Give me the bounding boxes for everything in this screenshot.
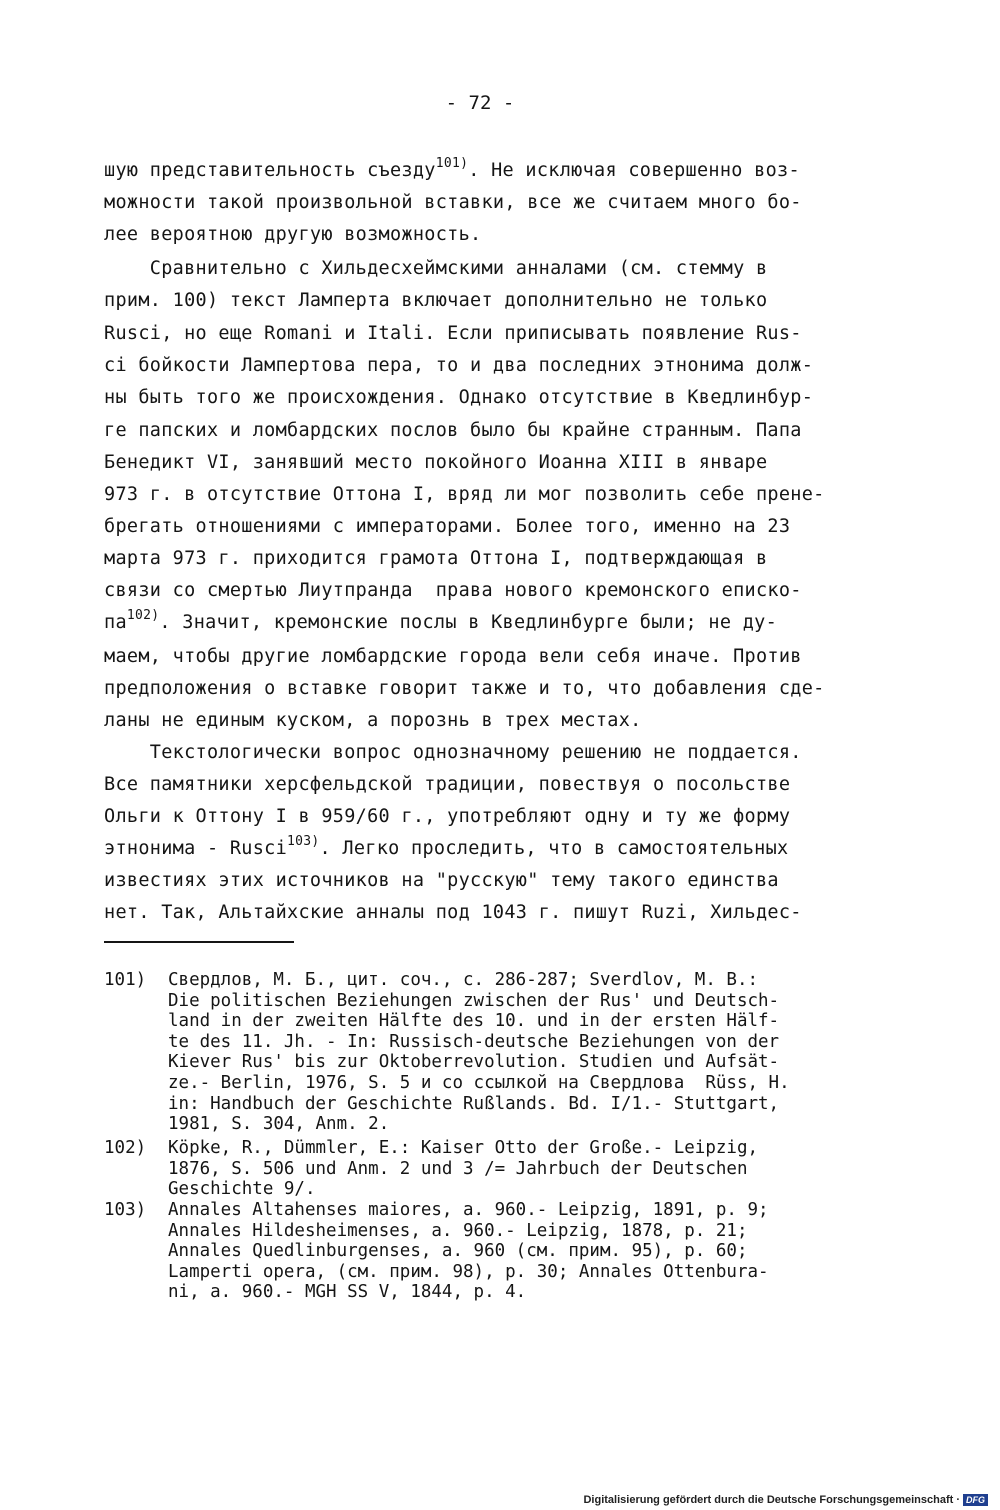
footnote-line: Свердлов, М. Б., цит. соч., с. 286-287; Sverdlov, M. B.:: [168, 970, 759, 990]
footnote-line: te des 11. Jh. - In: Russisch-deutsche Beziehungen von der: [168, 1031, 780, 1052]
footer-text: Digitalisierung gefördert durch die Deutsche Forschungsgemeinschaft ·: [583, 1494, 960, 1506]
body-line-text: этнонима - Rusci: [104, 838, 288, 859]
body-line: [104, 548, 767, 570]
body-line-text: ci бойкости Лампертова пера, то и два последних этнонима долж-: [104, 355, 814, 376]
body-line: [104, 870, 779, 892]
footnote-ref: 103): [287, 834, 320, 849]
body-line-text: Бенедикт VI, занявший место покойного Иоанна XIII в январе: [104, 452, 768, 473]
body-line-text: брегать отношениями с императорами. Более того, именно на 23: [104, 516, 791, 537]
body-line: [104, 420, 802, 442]
body-line-text: шую представительность съезду: [104, 160, 436, 181]
body-line: [104, 452, 767, 474]
footnote-line: 1981, S. 304, Anm. 2.: [168, 1114, 390, 1135]
body-line: [104, 258, 767, 280]
body-line: [104, 484, 825, 506]
body-line-text: ге папских и ломбардских послов было бы крайне странным. Папа: [104, 420, 802, 441]
body-line: [104, 355, 813, 377]
body-line: [104, 224, 481, 246]
body-line-text: ланы не единым куском, а порознь в трех местах.: [104, 710, 642, 731]
digitization-footer: [583, 1494, 988, 1506]
footnote-line: Geschichte 9/.: [168, 1179, 316, 1200]
footnote-line: land in der zweiten Hälfte des 10. und in der ersten Hälf-: [168, 1011, 780, 1032]
body-line: [104, 646, 802, 668]
page-number: - 72 -: [445, 92, 515, 114]
footnote-number: 101): [104, 970, 147, 990]
footnote-number: 102): [104, 1138, 147, 1158]
body-line-text: Ольги к Оттону I в 959/60 г., употребляют одну и ту же форму: [104, 806, 791, 827]
body-line: [104, 580, 802, 602]
body-line-text: маем, чтобы другие ломбардские города вели себя иначе. Против: [104, 646, 802, 667]
footnote-line: Kiever Rus' bis zur Oktoberrevolution. Studien und Aufsät-: [168, 1052, 780, 1073]
body-line: [104, 806, 790, 828]
footnote-line: Annales Quedlinburgenses, a. 960 (см. прим. 95), p. 60;: [168, 1241, 748, 1262]
body-line: [104, 156, 800, 182]
footnote-line: Annales Hildesheimenses, a. 960.- Leipzig, 1878, p. 21;: [168, 1220, 748, 1241]
body-line: [104, 192, 802, 214]
body-line-text: Сравнительно с Хильдесхеймскими анналами (см. стемму в: [104, 258, 768, 279]
body-line: [104, 323, 802, 345]
footnote-line: ze.- Berlin, 1976, S. 5 и со ссылкой на Свердлова Rüss, H.: [168, 1073, 790, 1093]
footnote-line: Lamperti opera, (см. прим. 98), p. 30; Annales Ottenburа-: [168, 1261, 769, 1282]
body-line-text: . Легко проследить, что в самостоятельных: [319, 838, 789, 859]
body-line: [104, 608, 778, 634]
body-line-text: 973 г. в отсутствие Оттона I, вряд ли мог позволить себе прене-: [104, 484, 825, 505]
body-line-text: лее вероятною другую возможность.: [104, 224, 482, 245]
footnote-line: Die politischen Beziehungen zwischen der Rus' und Deutsch-: [168, 990, 780, 1011]
body-line: [104, 774, 790, 796]
footnote-line: in: Handbuch der Geschichte Rußlands. Bd. I/1.- Stuttgart,: [168, 1093, 780, 1114]
body-line-text: па: [104, 612, 127, 633]
body-line-text: можности такой произвольной вставки, все же считаем много бо-: [104, 192, 802, 213]
body-line-text: известиях этих источников на "русскую" тему такого единства: [104, 870, 779, 891]
body-line-text: нет. Так, Альтайхские анналы под 1043 г. пишут Ruzi, Хильдес-: [104, 902, 802, 923]
body-line-text: Все памятники херсфельдской традиции, повествуя о посольстве: [104, 774, 791, 795]
body-line-text: Текстологически вопрос однозначному решению не поддается.: [104, 742, 802, 763]
body-line: [104, 834, 789, 860]
footnote-line: 1876, S. 506 und Anm. 2 und 3 /= Jahrbuch der Deutschen: [168, 1158, 748, 1179]
footnote-line: Annales Altahenses maiores, a. 960.- Leipzig, 1891, p. 9;: [168, 1200, 769, 1220]
body-line-text: марта 973 г. приходится грамота Оттона I, подтверждающая в: [104, 548, 768, 569]
footnote-line: Köpke, R., Dümmler, E.: Kaiser Otto der Große.- Leipzig,: [168, 1138, 759, 1158]
body-line-text: связи со смертью Лиутпранда права нового кремонского еписко-: [104, 580, 802, 601]
body-line: [104, 902, 802, 924]
body-line: [104, 387, 813, 409]
body-line-text: ны быть того же происхождения. Однако отсутствие в Кведлинбур-: [104, 387, 814, 408]
footnote-ref: 102): [126, 608, 160, 623]
footnote-ref: 101): [435, 156, 469, 171]
body-line-text: . Не исключая совершенно воз-: [468, 160, 800, 181]
body-line: [104, 742, 802, 764]
body-line-text: предположения о вставке говорит также и то, что добавления сде-: [104, 678, 825, 699]
footnote-line: ni, a. 960.- MGH SS V, 1844, p. 4.: [168, 1282, 527, 1303]
dfg-logo: DFG: [963, 1494, 988, 1506]
body-line: [104, 516, 790, 538]
body-line-text: . Значит, кремонские послы в Кведлинбурге были; не ду-: [159, 612, 778, 633]
body-line-text: Rusci, но еще Romani и Itali. Если приписывать появление Rus-: [104, 323, 802, 344]
footnote-separator: [104, 941, 294, 943]
body-line: [104, 710, 642, 732]
body-line: [104, 290, 767, 312]
body-line: [104, 678, 825, 700]
footnote-number: 103): [104, 1200, 147, 1220]
body-line-text: прим. 100) текст Ламперта включает дополнительно не только: [104, 290, 768, 311]
